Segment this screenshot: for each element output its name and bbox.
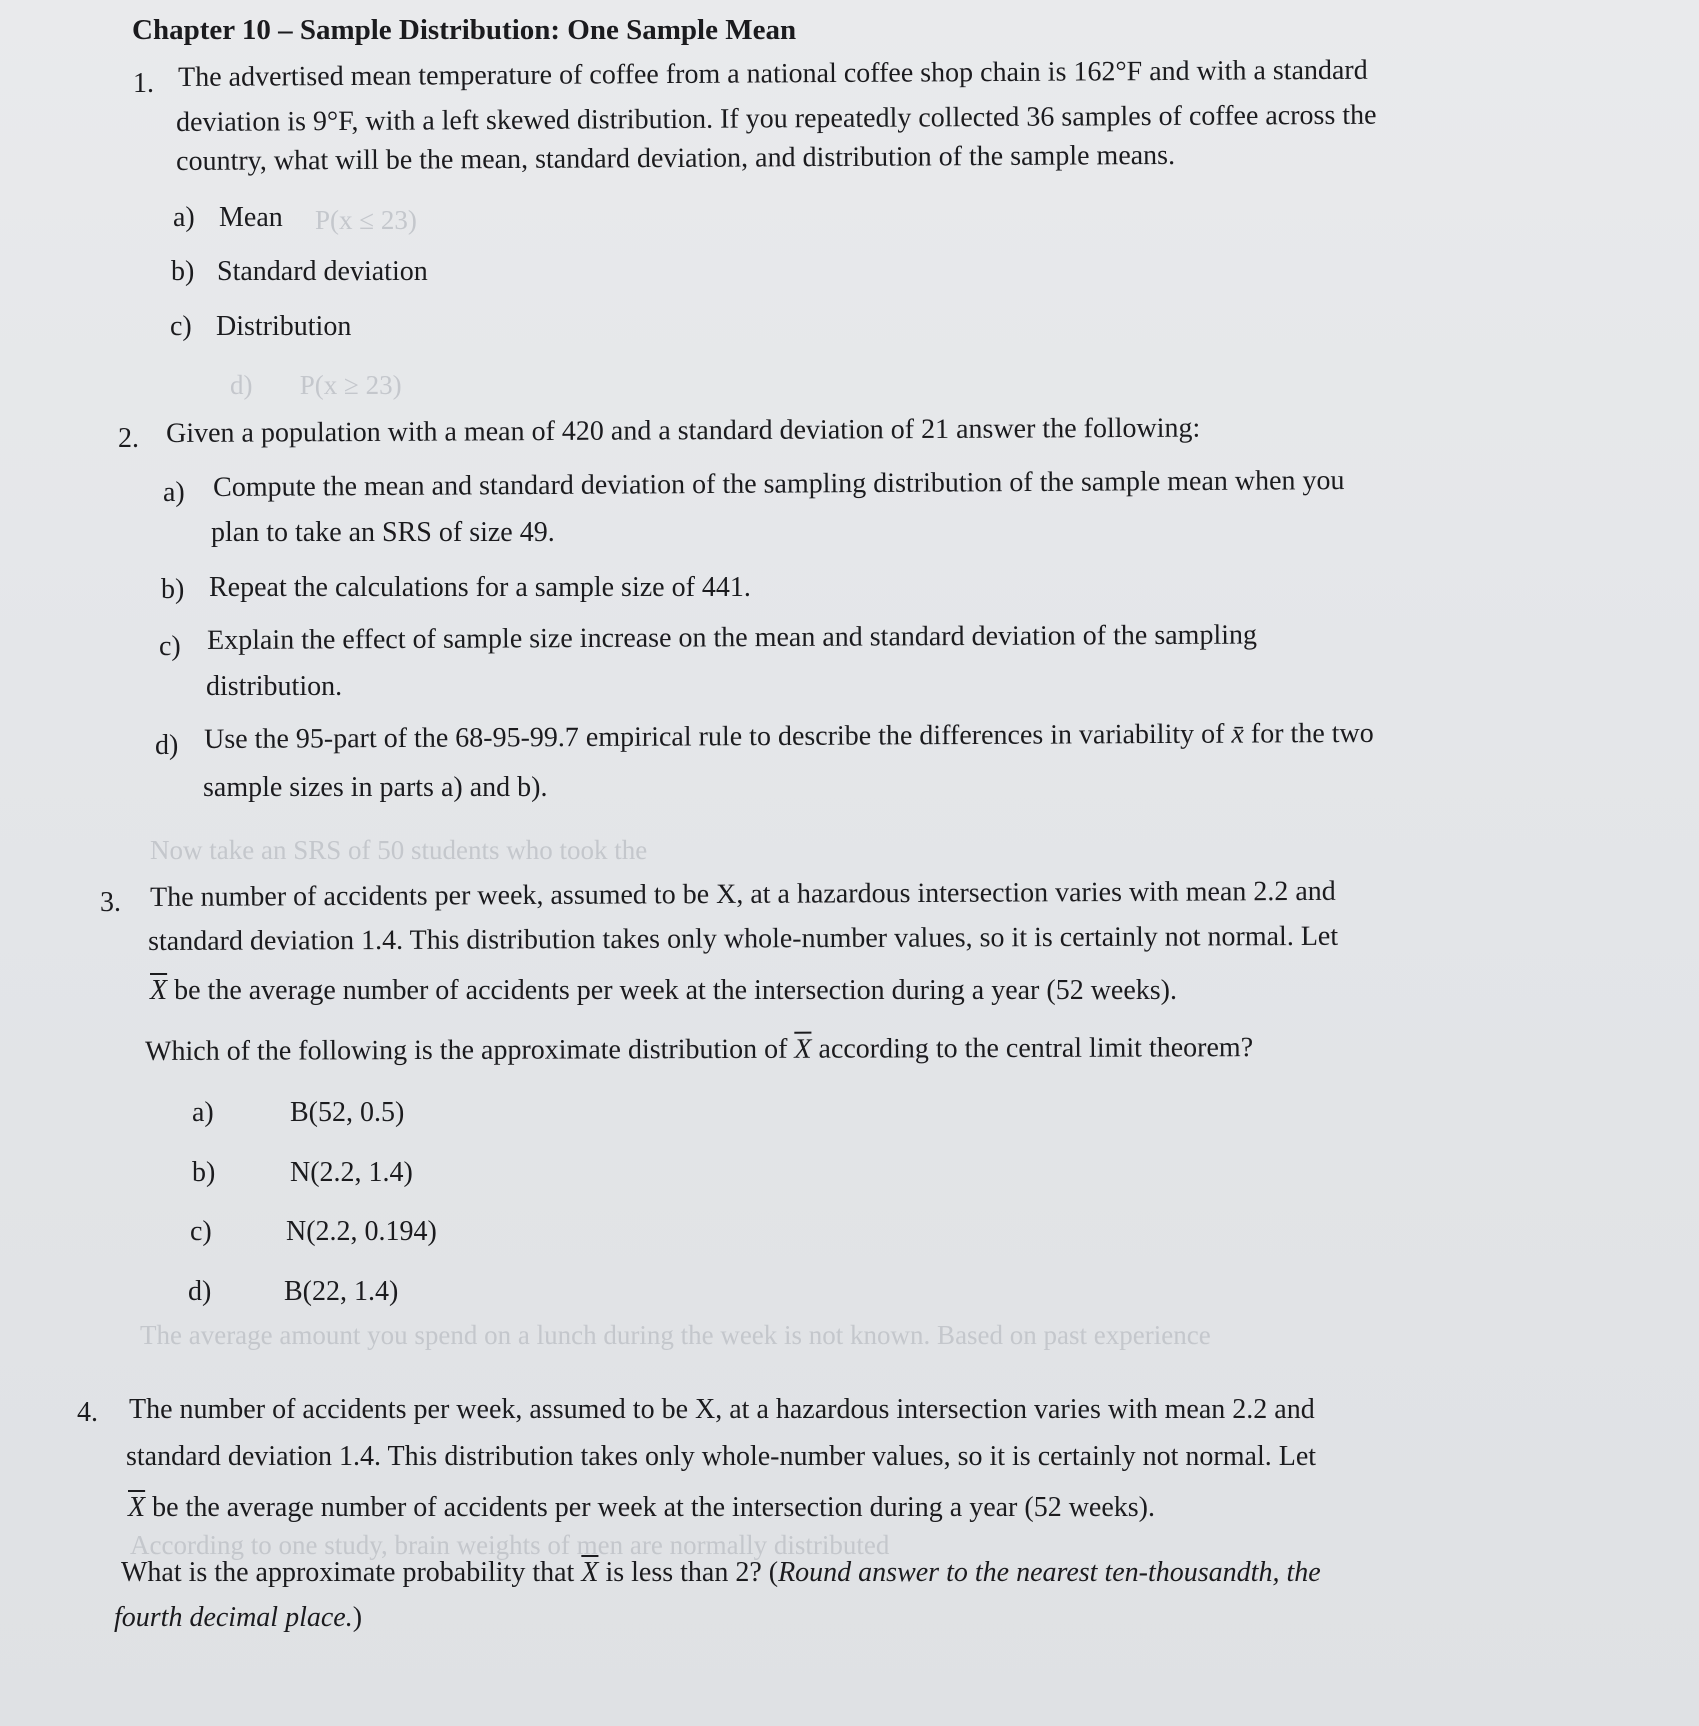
rounding-instruction: fourth decimal place. (114, 1602, 353, 1633)
x-bar-symbol: $\overline{X}$ (128, 1492, 146, 1523)
q2-c-letter: c) (159, 631, 181, 662)
q1-text-line: deviation is 9°F, with a left skewed distribution. If you repeatedly collected 36 samples of coffee across the (176, 99, 1377, 138)
q2-a-text-line: plan to take an SRS of size 49. (211, 517, 555, 548)
option-text: N(2.2, 0.194) (286, 1216, 437, 1247)
text-segment: according to the central limit theorem? (811, 1032, 1254, 1065)
option-text: Standard deviation (217, 256, 428, 287)
option-text: B(22, 1.4) (284, 1276, 399, 1307)
q2-number: 2. (118, 423, 139, 454)
x-bar-symbol: $\overline{X}$ (150, 975, 168, 1006)
q3-text-line (150, 975, 1177, 1007)
bleed-through-mark: P(x ≤ 23) (315, 205, 417, 235)
bleed-through-mark: Now take an SRS of 50 students who took the (150, 835, 648, 865)
option-letter: d) (188, 1276, 212, 1307)
text-segment: be the average number of accidents per week at the intersection during a year (52 weeks). (167, 975, 1177, 1006)
q4-number: 4. (77, 1397, 98, 1428)
q3-option-c (190, 1216, 437, 1248)
option-letter: b) (171, 256, 195, 287)
q4-question-line (114, 1602, 362, 1634)
q4-text-line (128, 1492, 1155, 1524)
q3-option-a (192, 1097, 404, 1129)
q3-number: 3. (100, 887, 121, 918)
x-bar-symbol: x̄ (1231, 718, 1244, 750)
option-text: Mean (219, 202, 283, 233)
q1-option-b (171, 256, 428, 288)
q2-b-letter: b) (161, 574, 185, 605)
q1-text-line: The advertised mean temperature of coffee from a national coffee shop chain is 162°F and with a standard (178, 54, 1368, 93)
text-segment: is less than 2? ( (598, 1557, 779, 1588)
q4-text-line: The number of accidents per week, assumed to be X, at a hazardous intersection varies with mean 2.2 and (129, 1394, 1315, 1425)
text-segment: Which of the following is the approximate distribution of (145, 1033, 795, 1067)
rounding-instruction: Round answer to the nearest ten-thousandth, the (778, 1557, 1321, 1588)
q1-text-line: country, what will be the mean, standard deviation, and distribution of the sample means. (176, 139, 1176, 177)
q3-option-b (192, 1157, 413, 1189)
q3-question (145, 1032, 1253, 1068)
option-letter: a) (173, 202, 195, 233)
text-segment: ) (352, 1602, 363, 1633)
bleed-through-mark: The average amount you spend on a lunch during the week is not known. Based on past experience (140, 1320, 1211, 1350)
q2-d-letter: d) (155, 730, 179, 761)
q4-text-line: standard deviation 1.4. This distribution takes only whole-number values, so it is certainly not normal. Let (126, 1441, 1317, 1472)
option-text: Distribution (216, 311, 352, 342)
q4-question-line (121, 1557, 1321, 1589)
q2-b-text: Repeat the calculations for a sample size of 441. (209, 572, 751, 603)
text-segment: Use the 95-part of the 68-95-99.7 empirical rule to describe the differences in variability of (204, 718, 1232, 755)
q2-c-text-line: distribution. (206, 671, 343, 702)
q1-option-c (170, 311, 351, 343)
text-segment: for the two (1243, 717, 1374, 750)
page-title: Chapter 10 – Sample Distribution: One Sample Mean (132, 14, 797, 46)
q2-a-text-line: Compute the mean and standard deviation of the sampling distribution of the sample mean when you (213, 465, 1345, 503)
q2-a-letter: a) (163, 477, 185, 508)
bleed-through-mark: d) P(x ≥ 23) (230, 370, 402, 400)
q2-d-text-line (204, 718, 1374, 756)
text-segment: What is the approximate probability that (121, 1557, 582, 1588)
x-bar-symbol: $\overline{X}$ (794, 1033, 812, 1065)
q3-text-line: The number of accidents per week, assumed to be X, at a hazardous intersection varies with mean 2.2 and (150, 875, 1336, 913)
q2-c-text-line: Explain the effect of sample size increase on the mean and standard deviation of the sampling (207, 619, 1258, 656)
bleed-through-mark: According to one study, brain weights of men are normally distributed (130, 1530, 890, 1560)
q3-option-d (188, 1276, 398, 1308)
option-text: N(2.2, 1.4) (290, 1157, 413, 1188)
q1-number: 1. (133, 68, 154, 99)
option-letter: c) (170, 311, 192, 342)
text-segment: be the average number of accidents per week at the intersection during a year (52 weeks). (145, 1492, 1155, 1523)
q2-stem: Given a population with a mean of 420 and a standard deviation of 21 answer the following: (166, 412, 1201, 449)
q3-text-line: standard deviation 1.4. This distribution takes only whole-number values, so it is certainly not normal. Let (148, 920, 1339, 957)
option-letter: c) (190, 1216, 212, 1247)
option-text: B(52, 0.5) (290, 1097, 405, 1128)
q2-d-text-line: sample sizes in parts a) and b). (203, 772, 548, 803)
q1-option-a (173, 202, 283, 234)
option-letter: b) (192, 1157, 216, 1188)
x-bar-symbol: $\overline{X}$ (581, 1557, 599, 1588)
option-letter: a) (192, 1097, 214, 1128)
